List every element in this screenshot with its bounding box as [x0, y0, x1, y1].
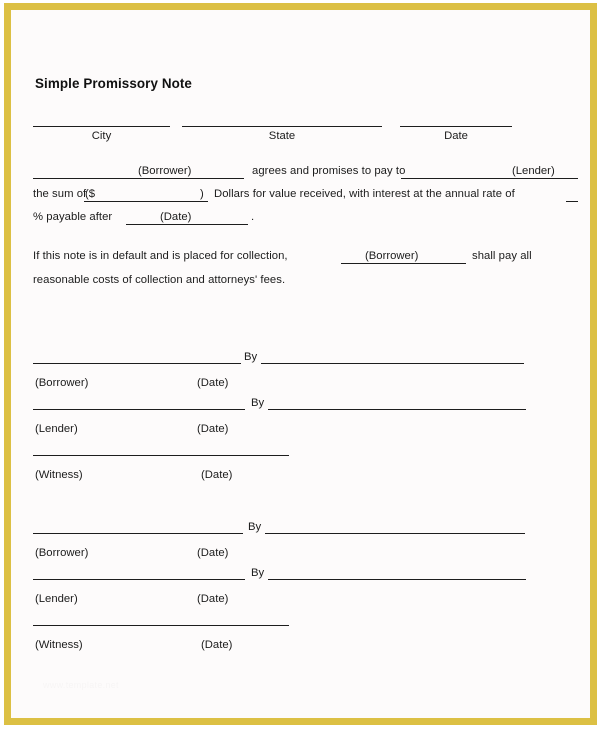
by-label-borrower-1: By — [244, 351, 258, 363]
default-borrower-rule[interactable] — [341, 263, 466, 264]
pay-to-text: agrees and promises to pay to — [252, 165, 406, 177]
signature-date-label-borrower-2: (Date) — [197, 547, 229, 559]
sum-of-text: the sum of — [33, 188, 87, 200]
state-field-rule[interactable] — [182, 126, 382, 127]
frame-border-right — [590, 3, 597, 725]
line3-period: . — [251, 211, 255, 223]
interest-rate-rule[interactable] — [566, 201, 578, 202]
amount-dollar-token: ($ — [85, 188, 96, 200]
signature-line-by-lender-2[interactable] — [268, 579, 526, 580]
payable-date-rule[interactable] — [126, 224, 248, 225]
frame-border-left — [4, 3, 11, 725]
borrower-token-line1: (Borrower) — [138, 165, 192, 177]
amount-close-paren: ) — [200, 188, 204, 200]
default-clause-line2: reasonable costs of collection and attorneys' fees. — [33, 274, 286, 286]
by-label-lender-2: By — [251, 567, 265, 579]
signature-label-witness-1: (Witness) — [35, 469, 83, 481]
lender-token-line1: (Lender) — [512, 165, 555, 177]
signature-label-lender-2: (Lender) — [35, 593, 78, 605]
page-watermark: www.template.net — [43, 680, 119, 690]
frame-border-bottom — [4, 718, 597, 725]
signature-line-by-borrower-2[interactable] — [265, 533, 525, 534]
signature-line-by-lender-1[interactable] — [268, 409, 526, 410]
document-sheet — [11, 10, 590, 718]
amount-field-rule[interactable] — [84, 201, 208, 202]
signature-line-lender-1[interactable] — [33, 409, 245, 410]
signature-line-witness-2[interactable] — [33, 625, 289, 626]
signature-label-witness-2: (Witness) — [35, 639, 83, 651]
city-field-rule[interactable] — [33, 126, 170, 127]
default-clause-tail: shall pay all — [472, 250, 532, 262]
city-label: City — [91, 130, 112, 142]
signature-date-label-borrower-1: (Date) — [197, 377, 229, 389]
signature-line-borrower-2[interactable] — [33, 533, 243, 534]
lender-name-rule[interactable] — [401, 178, 578, 179]
default-borrower-token: (Borrower) — [365, 250, 419, 262]
borrower-name-rule[interactable] — [33, 178, 244, 179]
signature-date-label-lender-2: (Date) — [197, 593, 229, 605]
payable-after-text: % payable after — [33, 211, 113, 223]
signature-label-borrower-2: (Borrower) — [35, 547, 89, 559]
payable-date-token: (Date) — [160, 211, 192, 223]
frame-border-top — [4, 3, 597, 10]
signature-date-label-lender-1: (Date) — [197, 423, 229, 435]
signature-line-witness-1[interactable] — [33, 455, 289, 456]
signature-line-lender-2[interactable] — [33, 579, 245, 580]
document-title: Simple Promissory Note — [35, 76, 192, 91]
signature-line-borrower-1[interactable] — [33, 363, 241, 364]
signature-date-label-witness-1: (Date) — [201, 469, 233, 481]
default-clause-lead: If this note is in default and is placed for collection, — [33, 250, 288, 262]
date-field-rule[interactable] — [400, 126, 512, 127]
state-label: State — [268, 130, 296, 142]
by-label-borrower-2: By — [248, 521, 262, 533]
signature-label-borrower-1: (Borrower) — [35, 377, 89, 389]
dollars-interest-text: Dollars for value received, with interest at the annual rate of — [214, 188, 515, 200]
signature-label-lender-1: (Lender) — [35, 423, 78, 435]
signature-line-by-borrower-1[interactable] — [261, 363, 524, 364]
date-label: Date — [444, 130, 468, 142]
by-label-lender-1: By — [251, 397, 265, 409]
signature-date-label-witness-2: (Date) — [201, 639, 233, 651]
